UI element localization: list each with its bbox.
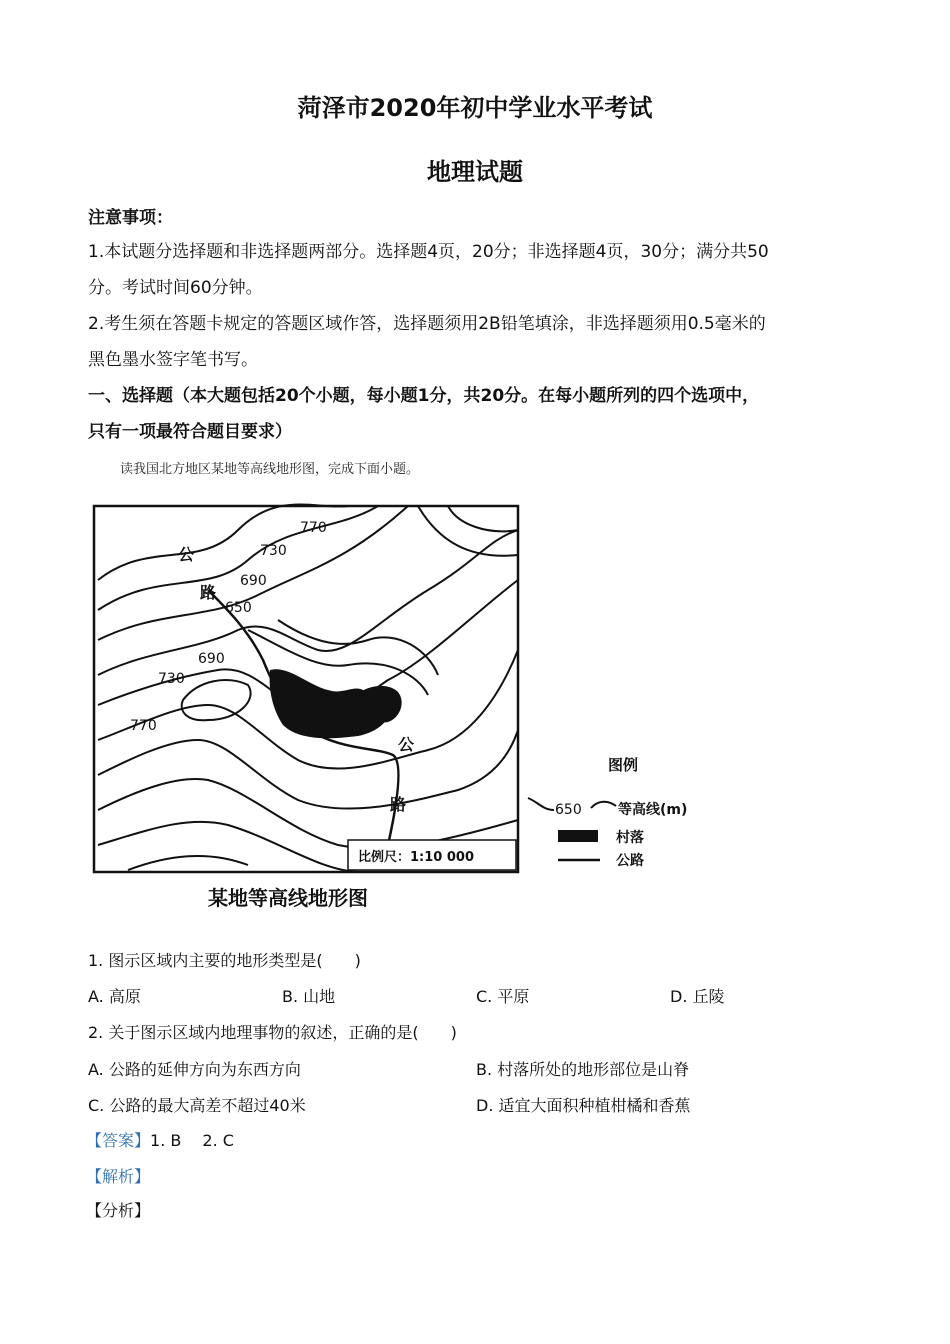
exam-title: 菏泽市2020年初中学业水平考试 <box>297 94 653 122</box>
legend-village-swatch <box>558 830 598 842</box>
legend-village-label: 村落 <box>616 830 644 846</box>
analysis-tag: 【解析】 <box>86 1167 151 1186</box>
q1-option-c[interactable]: C. 平原 <box>476 987 530 1006</box>
contour-label: 690 <box>240 573 267 589</box>
contour-map-figure <box>88 500 748 920</box>
intro-text: 读我国北方地区某地等高线地形图，完成下面小题。 <box>120 462 420 477</box>
contour-label: 730 <box>158 671 185 687</box>
exam-subtitle: 地理试题 <box>427 158 523 186</box>
q2-option-a[interactable]: A. 公路的延伸方向为东西方向 <box>88 1060 301 1079</box>
legend-road-label: 公路 <box>616 853 644 869</box>
answer-line <box>86 1128 234 1151</box>
notes-line-2a: 2.考生须在答题卡规定的答题区域作答，选择题须用2B铅笔填涂，非选择题须用0.5毫米的 <box>88 314 766 334</box>
fenxi-tag: 【分析】 <box>86 1201 151 1220</box>
contour-label: 770 <box>300 520 327 536</box>
legend-contour-value: 650 <box>555 802 582 818</box>
q2-stem: 2. 关于图示区域内地理事物的叙述，正确的是( ) <box>88 1023 457 1042</box>
notes-heading: 注意事项： <box>88 208 173 228</box>
contour-label: 650 <box>225 600 252 616</box>
road-char: 公 <box>398 735 415 754</box>
notes-line-1b: 分。考试时间60分钟。 <box>88 278 263 298</box>
road-char: 路 <box>200 583 217 602</box>
q1-option-b[interactable]: B. 山地 <box>282 987 336 1006</box>
answer-value: 1. B 2. C <box>150 1131 234 1150</box>
contour-label: 770 <box>130 718 157 734</box>
legend <box>528 756 687 869</box>
scale-text: 比例尺：1:10 000 <box>358 850 474 865</box>
legend-title: 图例 <box>608 756 639 774</box>
notes-line-2b: 黑色墨水签字笔书写。 <box>88 350 258 370</box>
contour-label: 690 <box>198 651 225 667</box>
notes-line-1a: 1.本试题分选择题和非选择题两部分。选择题4页，20分；非选择题4页，30分；满分共50 <box>88 242 769 262</box>
legend-contour-left <box>528 798 554 810</box>
q1-option-a[interactable]: A. 高原 <box>88 987 141 1006</box>
section-line-b: 只有一项最符合题目要求） <box>88 422 292 442</box>
legend-contour-right <box>591 802 616 808</box>
road-char: 路 <box>390 795 407 814</box>
road-char: 公 <box>178 545 195 564</box>
q1-option-d[interactable]: D. 丘陵 <box>670 987 725 1006</box>
q2-option-d[interactable]: D. 适宜大面积种植柑橘和香蕉 <box>476 1096 691 1115</box>
answer-tag: 【答案】 <box>86 1131 151 1150</box>
q1-stem: 1. 图示区域内主要的地形类型是( ) <box>88 951 361 970</box>
section-line-a: 一、选择题（本大题包括20个小题，每小题1分，共20分。在每小题所列的四个选项中， <box>88 386 760 406</box>
figure-caption: 某地等高线地形图 <box>208 886 368 910</box>
contour-label: 730 <box>260 543 287 559</box>
q2-option-c[interactable]: C. 公路的最大高差不超过40米 <box>88 1096 306 1115</box>
q2-option-b[interactable]: B. 村落所处的地形部位是山脊 <box>476 1060 690 1079</box>
legend-contour-label: 等高线(m) <box>618 802 688 818</box>
